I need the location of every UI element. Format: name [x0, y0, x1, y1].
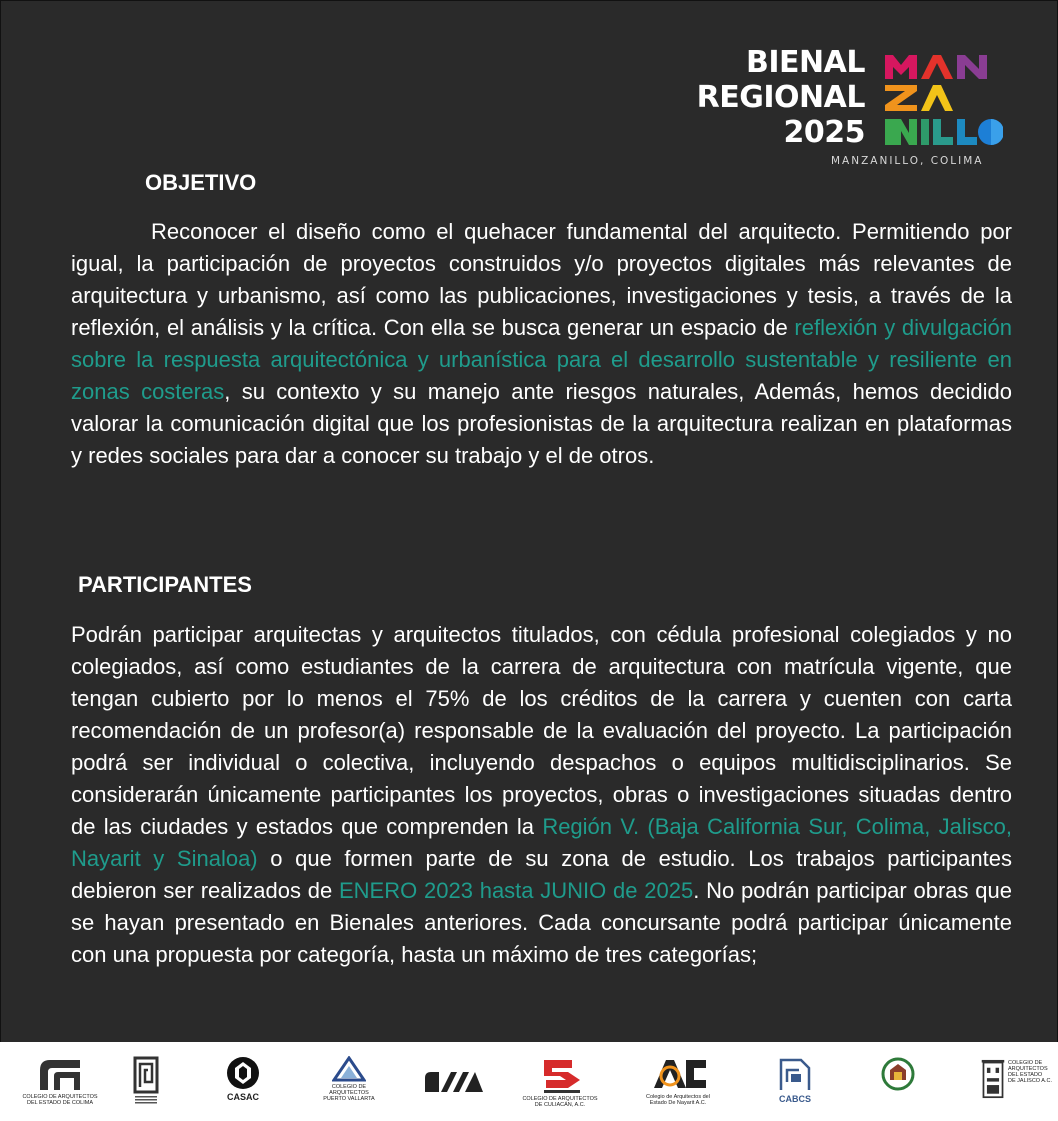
colegio-round-logo-icon — [880, 1056, 916, 1092]
sponsor-puerto-vallarta — [318, 1056, 380, 1114]
casac-logo-icon — [225, 1056, 261, 1090]
nayarit-logo-icon — [646, 1056, 710, 1092]
sponsor-label-4: COLEGIO DE ARQUITECTOS PUERTO VALLARTA — [323, 1084, 375, 1102]
objetivo-heading: OBJETIVO — [145, 170, 257, 195]
culiacan-logo-icon — [538, 1056, 582, 1094]
logo-line-2: REGIONAL — [696, 80, 865, 115]
participantes-highlight-dates: ENERO 2023 hasta JUNIO de 2025 — [339, 878, 694, 903]
sponsor-casac — [216, 1056, 270, 1114]
sponsor-round — [868, 1056, 928, 1114]
sponsor-cabcs — [768, 1056, 822, 1114]
participantes-paragraph — [71, 619, 1012, 971]
colegio-colima-logo-icon — [36, 1056, 84, 1092]
sponsor-label-7: Colegio de Arquitectos del Estado De Nayarit A.C. — [646, 1094, 710, 1106]
objetivo-text-1: Reconocer el diseño como el quehacer fundamental del arquitecto. Permitiendo por igual, la participación de proyectos construidos y/o proyectos digitales más relevantes de arquitectura y urbanismo, así como las publicaciones, investigaciones y tesis, a través de la reflexión, el análisis y la crítica. Con ella se busca generar un espacio de — [71, 219, 1012, 340]
logo-line-3: 2025 — [783, 115, 865, 150]
cam-logo-icon — [419, 1056, 487, 1106]
sponsor-label-8: CABCS — [778, 1094, 811, 1104]
participantes-highlight-region: Región V. (Baja California Sur, Colima, Jalisco, Nayarit y Sinaloa) — [71, 814, 1012, 871]
sponsors-footer — [0, 1042, 1058, 1121]
jalisco-logo-icon — [980, 1056, 1006, 1102]
sponsor-label-10: COLEGIO DE ARQUITECTOS DEL ESTADO DE JALISCO A.C. — [1007, 1060, 1052, 1084]
sponsor-spiral — [126, 1056, 166, 1114]
colegio-spiral-logo-icon — [133, 1056, 159, 1106]
participantes-heading: PARTICIPANTES — [78, 572, 252, 597]
sponsor-label-1: COLEGIO DE ARQUITECTOS DEL ESTADO DE COLIMA — [22, 1094, 98, 1106]
manzanillo-mark-icon — [883, 49, 1003, 149]
participantes-text-2: o que formen parte de su zona de estudio. Los trabajos participantes debieron ser realizados de — [71, 846, 1012, 903]
sponsor-nayarit — [638, 1056, 718, 1114]
objetivo-text-2: , su contexto y su manejo ante riesgos naturales, Además, hemos decidido valorar la comunicación digital que los profesionistas de la arquitectura realizan en plataformas y redes sociales para dar a conocer su trabajo y el de otros. — [71, 379, 1012, 468]
logo-wordmark — [697, 45, 865, 150]
sponsor-colegio-colima — [10, 1056, 110, 1114]
puerto-vallarta-logo-icon — [332, 1056, 366, 1082]
objetivo-highlight: reflexión y divulgación sobre la respuesta arquitectónica y urbanística para el desarrollo sustentable y resiliente en zonas costeras — [71, 315, 1012, 404]
participantes-text-3: . No podrán participar obras que se hayan presentado en Bienales anteriores. Cada concursante podrá participar únicamente con una propuesta por categoría, hasta un máximo de tres categorías; — [71, 878, 1013, 967]
logo-city: MANZANILLO, COLIMA — [831, 155, 984, 167]
logo-line-1: BIENAL — [746, 45, 865, 80]
sponsor-label-6: COLEGIO DE ARQUITECTOS DE CULIACÁN, A.C. — [522, 1096, 598, 1108]
sponsor-culiacan — [522, 1056, 598, 1114]
participantes-text-1: Podrán participar arquitectas y arquitectos titulados, con cédula profesional colegiados y no colegiados, así como estudiantes de la carrera de arquitectura con matrícula vigente, que tengan cubierto por lo menos el 75% de los créditos de la carrera y cuenten con carta recomendación de un profesor(a) responsable de la evaluación del proyecto. La participación podrá ser individual o colectiva, incluyendo despachos o equipos multidisciplinarios. Se considerarán únicamente participantes los proyectos, obras o investigaciones situadas dentro de las ciudades y estados que comprenden la — [71, 622, 1012, 839]
cabcs-logo-icon — [775, 1056, 815, 1092]
sponsor-jalisco — [980, 1056, 1052, 1114]
objetivo-paragraph — [71, 216, 1012, 472]
bienal-logo — [673, 45, 1013, 173]
sponsor-label-3: CASAC — [226, 1092, 259, 1102]
sponsor-cam — [416, 1056, 490, 1114]
